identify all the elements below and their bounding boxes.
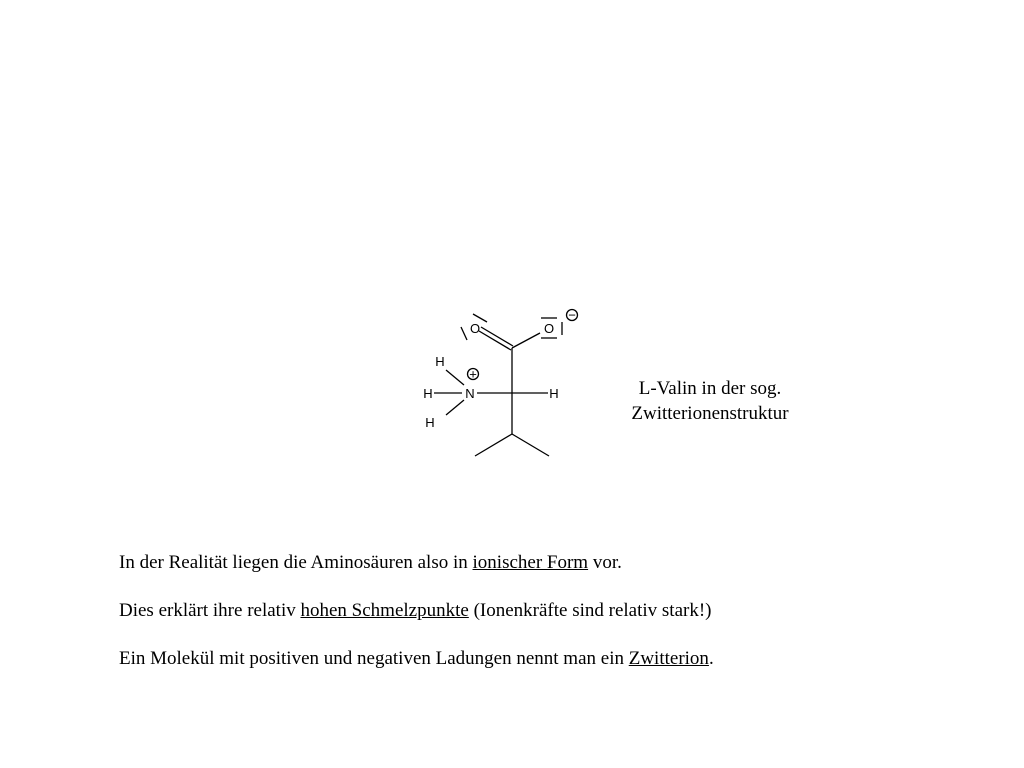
line3-before: Ein Molekül mit positiven und negativen Ladungen nennt man ein <box>119 648 629 669</box>
line1-after: vor. <box>588 552 622 573</box>
negative-charge-sign: − <box>568 307 576 323</box>
bond-beta-methyl-right <box>512 434 549 456</box>
bond-n-h-top <box>446 370 464 385</box>
atom-oxygen-double: O <box>469 321 481 336</box>
bond-c-o-double-1 <box>479 331 511 350</box>
molecule-caption <box>620 376 800 426</box>
atom-nitrogen: N <box>465 386 475 401</box>
line2-after: (Ionenkräfte sind relativ stark!) <box>468 600 712 621</box>
atom-oxygen-anion: O <box>543 321 555 336</box>
caption-line-1-text: -Valin in der sog. <box>650 378 782 399</box>
caption-line-1 <box>620 376 800 401</box>
valine-zwitterion-structure <box>400 300 600 470</box>
atom-hydrogen-top: H <box>435 354 445 369</box>
bond-c-o-single <box>512 333 540 348</box>
bond-c-o-double-2 <box>481 327 513 346</box>
line3-underlined: Zwitterion <box>628 648 709 669</box>
caption-line-2: Zwitterionenstruktur <box>631 403 789 424</box>
line3-after: . <box>708 648 714 669</box>
text-line-melting-points <box>119 600 712 622</box>
positive-charge-sign: + <box>469 366 477 382</box>
text-line-ionic-form <box>119 552 622 574</box>
bond-beta-methyl-left <box>475 434 512 456</box>
atom-hydrogen-left: H <box>423 386 433 401</box>
lone-pair-o-left-2 <box>461 327 467 340</box>
atom-hydrogen-alpha: H <box>549 386 559 401</box>
line1-before: In der Realität liegen die Aminosäuren also in <box>119 552 473 573</box>
bond-n-h-bottom <box>446 400 464 415</box>
line2-before: Dies erklärt ihre relativ <box>119 600 301 621</box>
line2-underlined: hohen Schmelzpunkte <box>300 600 469 621</box>
caption-l-prefix: L <box>638 378 651 399</box>
text-line-zwitterion <box>119 648 714 670</box>
atom-hydrogen-bottom: H <box>425 415 435 430</box>
line1-underlined: ionischer Form <box>472 552 589 573</box>
